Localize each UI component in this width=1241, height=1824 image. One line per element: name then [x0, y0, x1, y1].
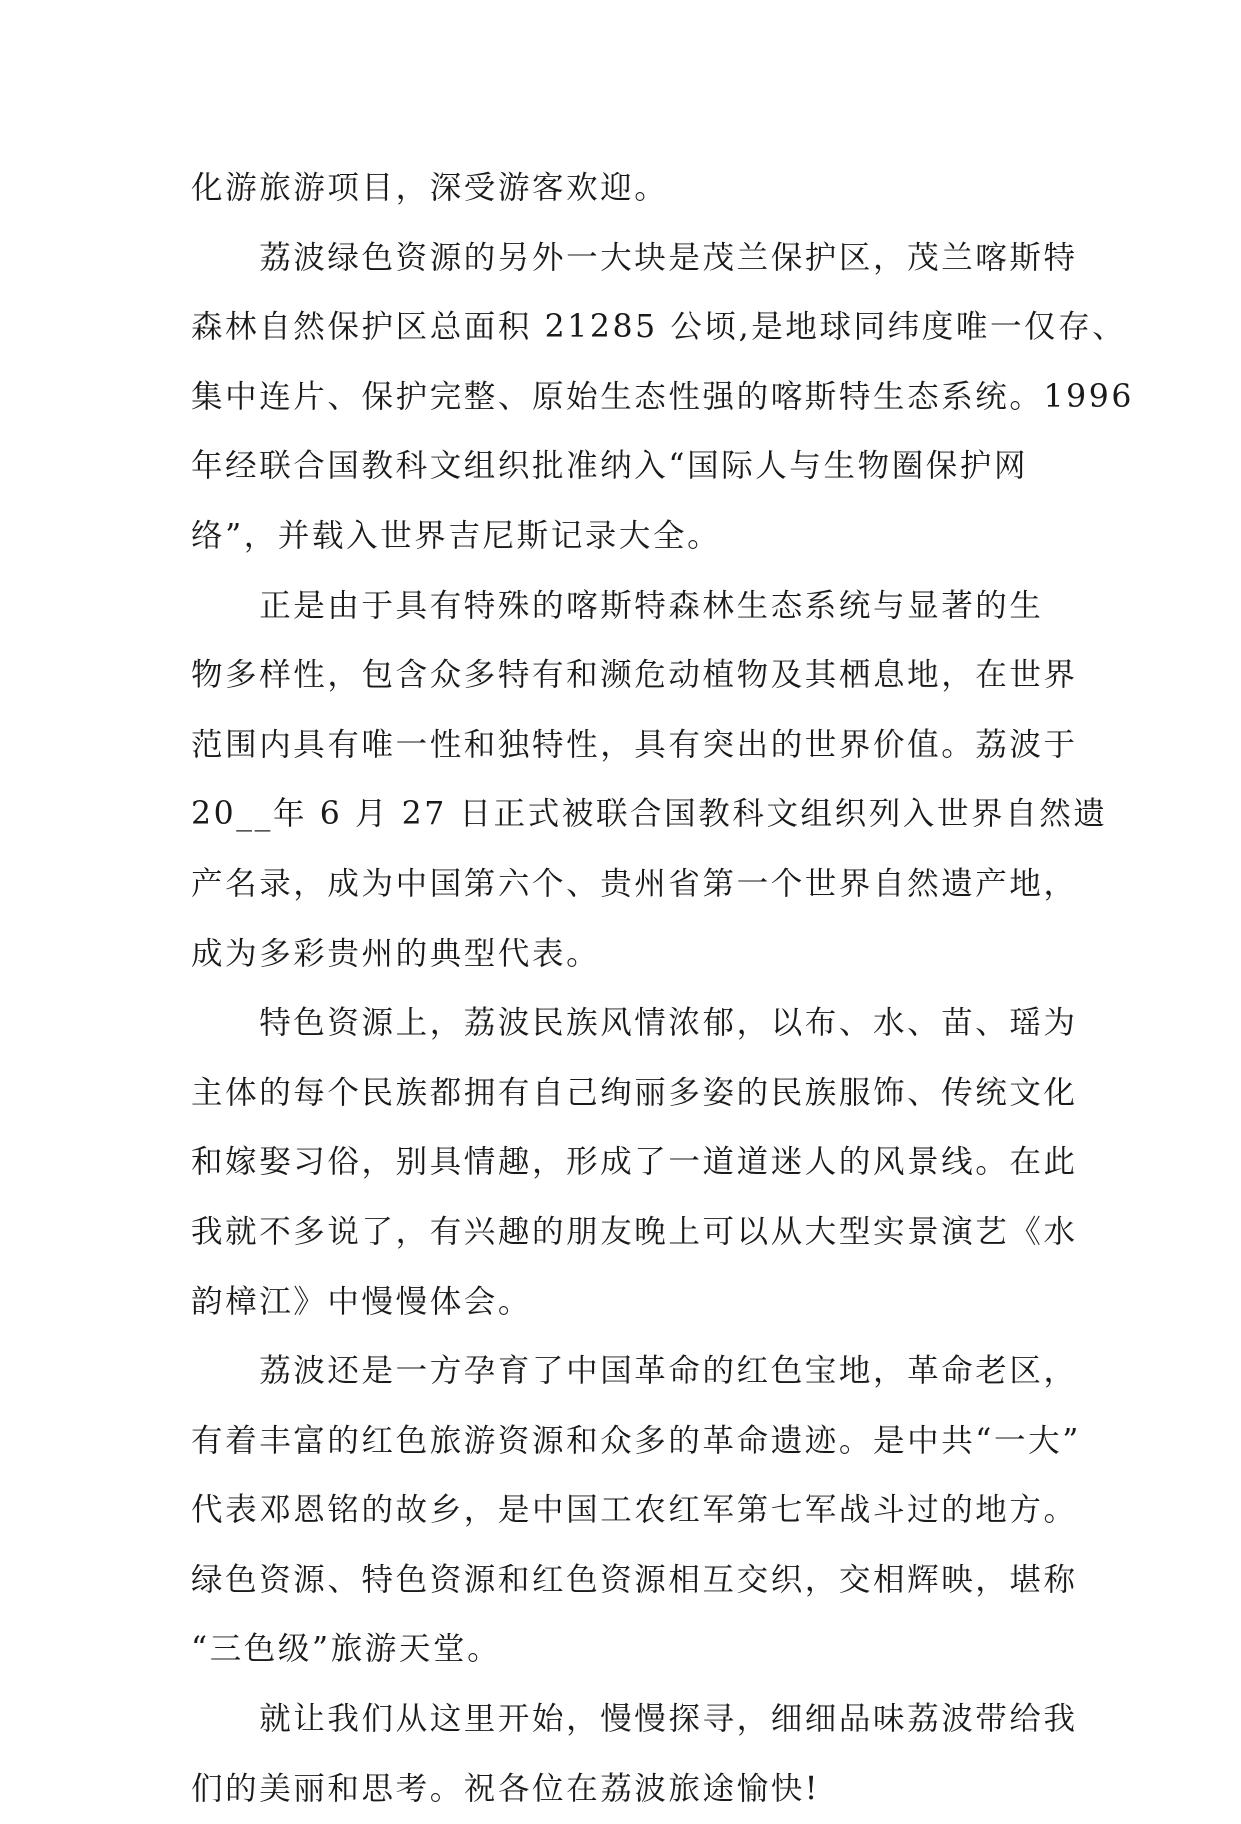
text-line: 络”，并载入世界吉尼斯记录大全。: [191, 517, 722, 554]
text-line: 物多样性，包含众多特有和濒危动植物及其栖息地，在世界: [191, 657, 1078, 694]
text-line: 绿色资源、特色资源和红色资源相互交织，交相辉映，堪称: [191, 1561, 1078, 1598]
text-line: 20__年 6 月 27 日正式被联合国教科文组织列入世界自然遗: [191, 796, 1108, 833]
text-line: 成为多彩贵州的典型代表。: [191, 935, 601, 972]
paragraph: [191, 1337, 1081, 1685]
document-body: [191, 154, 1135, 1824]
text-line: 韵樟江》中慢慢体会。: [191, 1283, 533, 1320]
paragraph: [191, 1685, 1078, 1824]
text-line: 有着丰富的红色旅游资源和众多的革命遗迹。是中共“一大”: [191, 1422, 1081, 1459]
text-line: 正是由于具有特殊的喀斯特森林生态系统与显著的生: [191, 587, 1044, 624]
text-line: 荔波绿色资源的另外一大块是茂兰保护区，茂兰喀斯特: [191, 239, 1078, 276]
text-line: 代表邓恩铭的故乡，是中国工农红军第七军战斗过的地方。: [191, 1492, 1078, 1529]
paragraph: [191, 572, 1108, 990]
text-line: “三色级”旅游天堂。: [191, 1631, 502, 1668]
text-line: 产名录，成为中国第六个、贵州省第一个世界自然遗产地，: [191, 865, 1078, 902]
paragraph: [191, 224, 1135, 572]
paragraph: [191, 154, 1071, 224]
text-line: 范围内具有唯一性和独特性，具有突出的世界价值。荔波于: [191, 726, 1078, 763]
text-line: 荔波还是一方孕育了中国革命的红色宝地，革命老区，: [191, 1353, 1078, 1390]
text-line: 们的美丽和思考。祝各位在荔波旅途愉快!: [191, 1770, 821, 1807]
text-line: 森林自然保护区总面积 21285 公顷,是地球同纬度唯一仅存、: [191, 309, 1127, 346]
text-line: 特色资源上，荔波民族风情浓郁，以布、水、苗、瑶为: [191, 1005, 1078, 1042]
text-line: 化游旅游项目，深受游客欢迎。: [191, 170, 669, 206]
text-line: 集中连片、保护完整、原始生态性强的喀斯特生态系统。1996: [191, 378, 1135, 415]
text-line: 就让我们从这里开始，慢慢探寻，细细品味荔波带给我: [191, 1701, 1078, 1738]
text-line: 和嫁娶习俗，别具情趣，形成了一道道迷人的风景线。在此: [191, 1144, 1078, 1181]
text-line: 年经联合国教科文组织批准纳入“国际人与生物圈保护网: [191, 448, 1029, 485]
paragraph: [191, 989, 1078, 1337]
text-line: 我就不多说了，有兴趣的朋友晚上可以从大型实景演艺《水: [191, 1213, 1078, 1250]
text-line: 主体的每个民族都拥有自己绚丽多姿的民族服饰、传统文化: [191, 1074, 1078, 1111]
